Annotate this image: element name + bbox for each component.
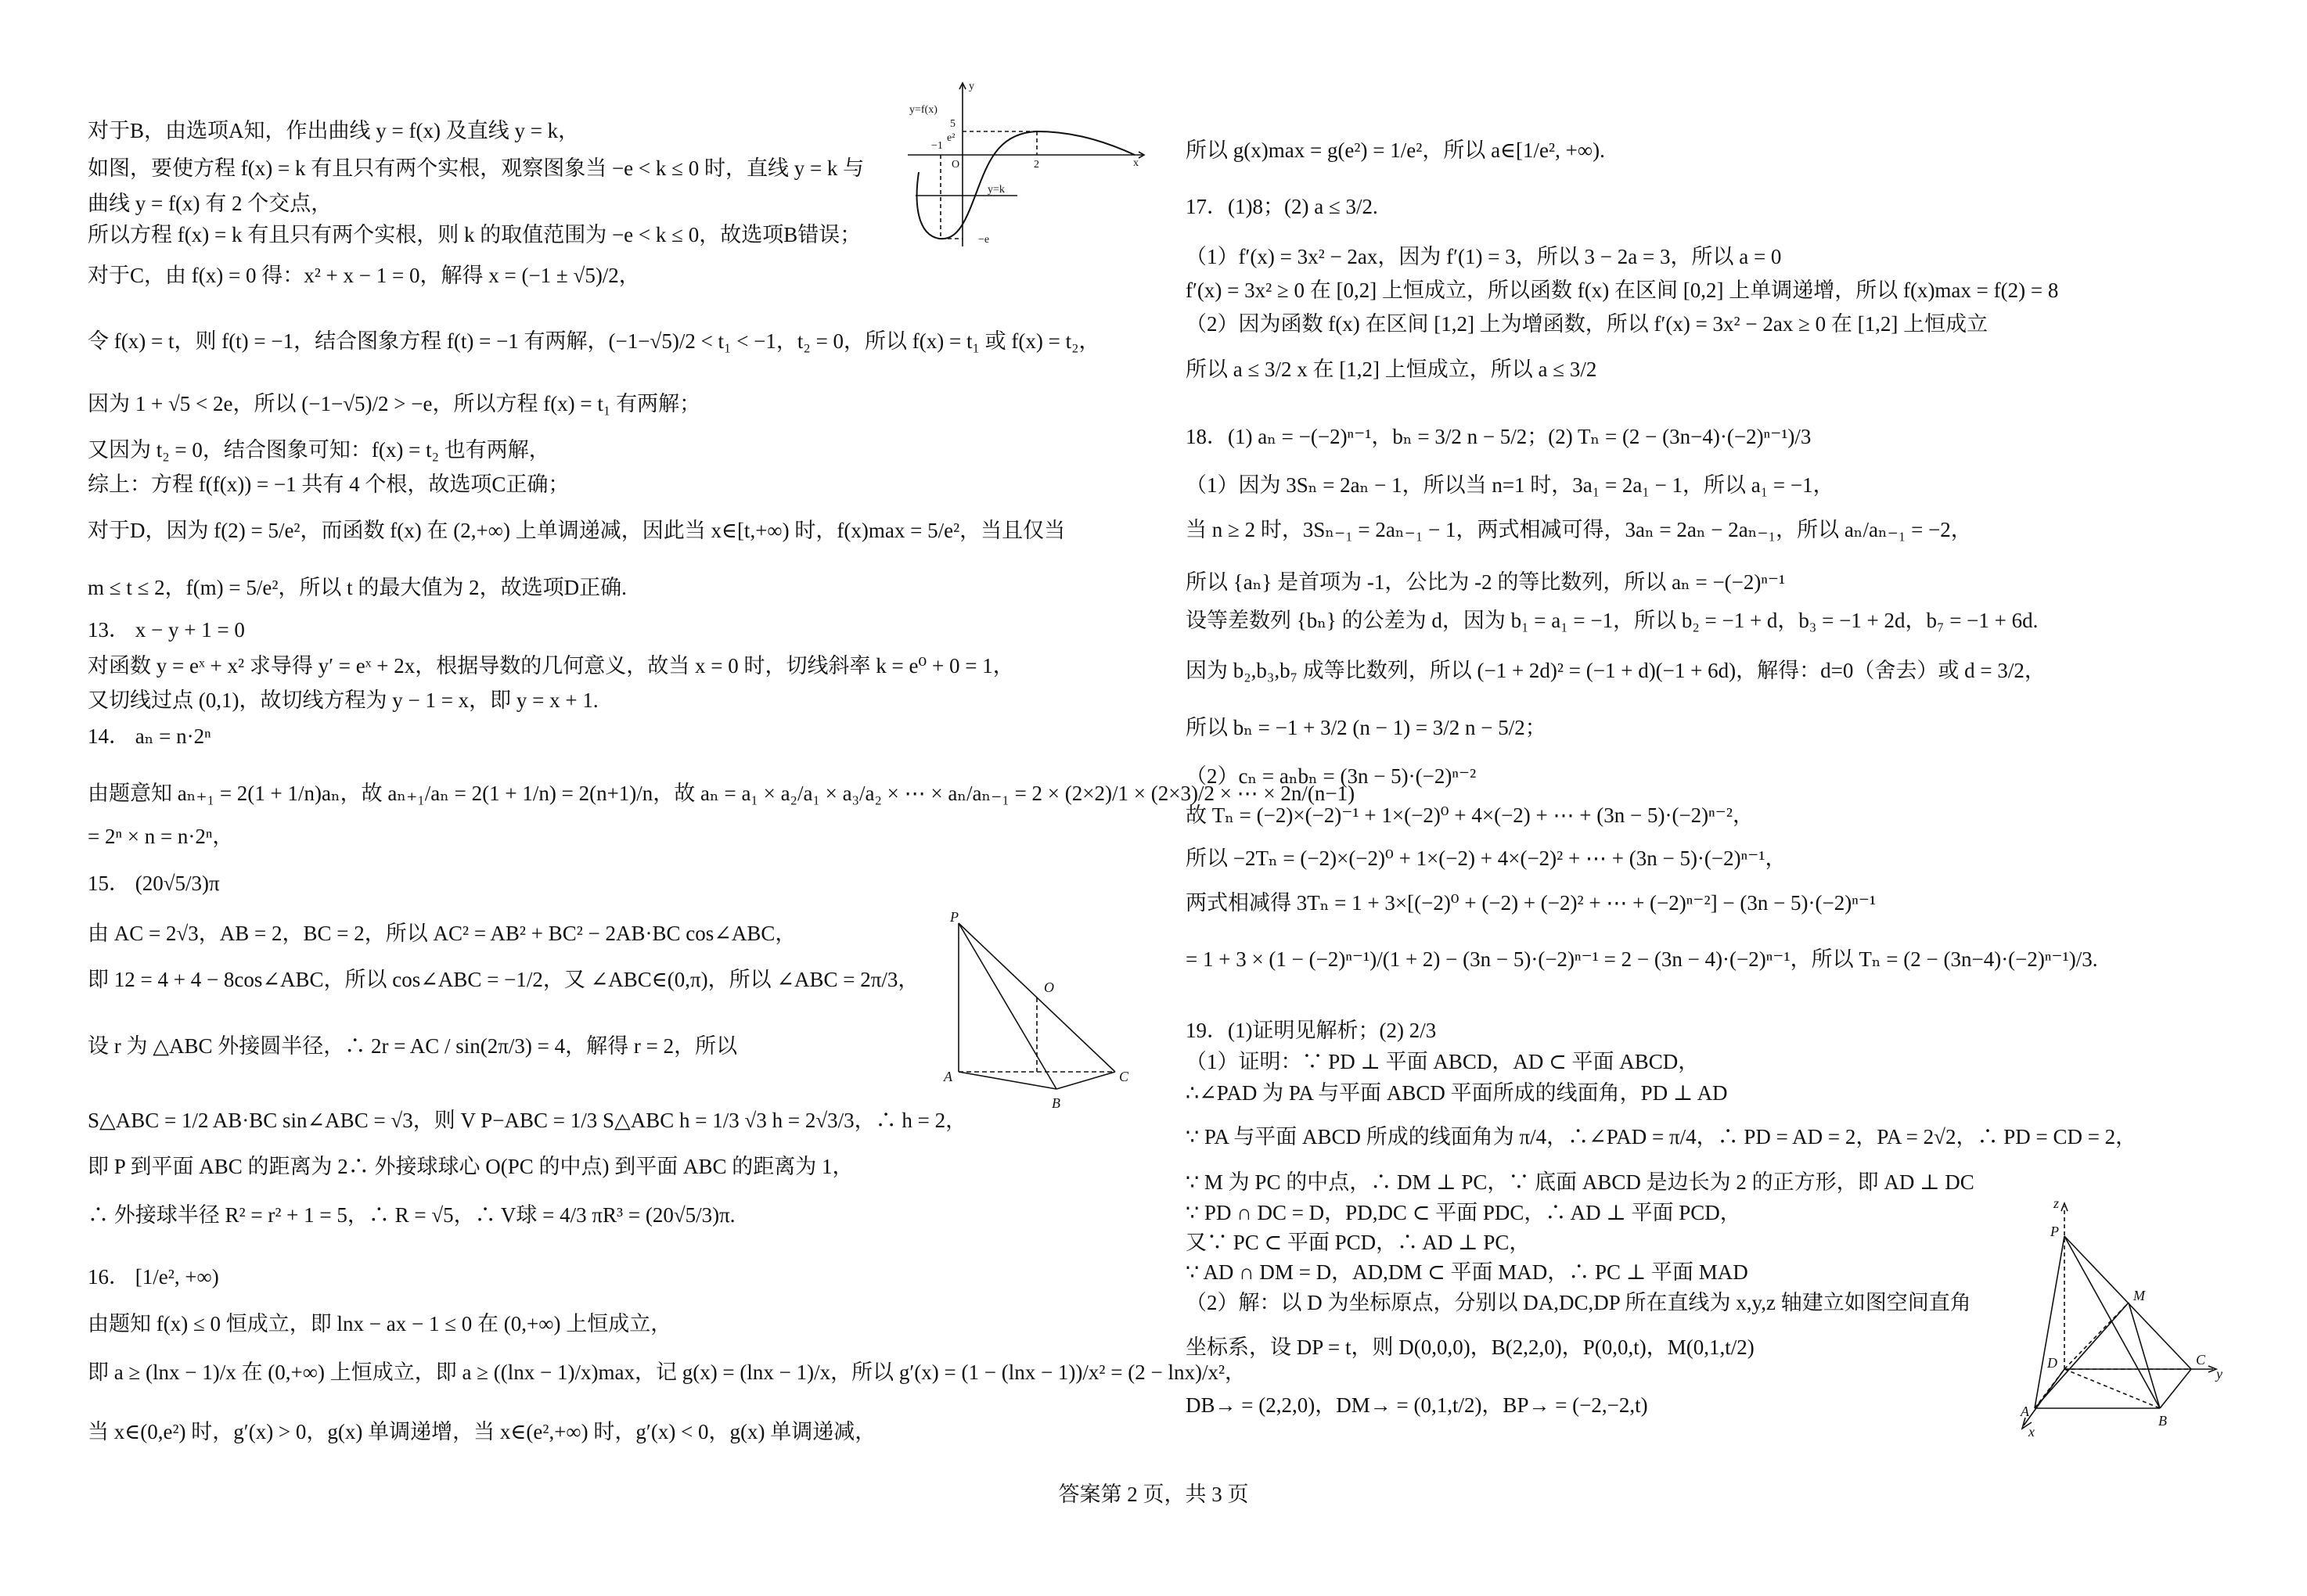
text-line: ∵ PD ∩ DC = D，PD,DC ⊂ 平面 PDC，∴ AD ⊥ 平面 PCD， — [1186, 1201, 1741, 1224]
pyramid-label: O — [1044, 980, 1054, 995]
solid-label: M — [2133, 1288, 2145, 1303]
text-line: 由题意知 aₙ₊₁ = 2(1 + 1/n)aₙ，故 aₙ₊₁/aₙ = 2(1 + 1/n) = 2(n+1)/n，故 aₙ = a₁ × a₂/a₁ × a₃/a₂ × ⋯ × aₙ/aₙ₋₁ = 2 × (2×2)/1 × (2×3)/2 × ⋯ × 2n/(n−1) — [88, 782, 1355, 805]
text-line: （1）因为 3Sₙ = 2aₙ − 1，所以当 n=1 时，3a₁ = 2a₁ − 1，所以 a₁ = −1， — [1186, 473, 1834, 497]
text-line: 所以方程 f(x) = k 有且只有两个实根，则 k 的取值范围为 −e < k ≤ 0，故选项B错误； — [88, 223, 862, 246]
text-line: 又切线过点 (0,1)，故切线方程为 y − 1 = x，即 y = x + 1. — [88, 688, 599, 712]
text-line: 13． x − y + 1 = 0 — [88, 618, 245, 642]
text-line: 17．(1)8；(2) a ≤ 3/2. — [1186, 195, 1378, 218]
graph-label: 2 — [1034, 159, 1039, 171]
text-line: 当 n ≥ 2 时，3Sₙ₋₁ = 2aₙ₋₁ − 1，两式相减可得，3aₙ = 2aₙ − 2aₙ₋₁，所以 aₙ/aₙ₋₁ = −2， — [1186, 518, 1972, 541]
text-line: 所以 a ≤ 3/2 x 在 [1,2] 上恒成立，所以 a ≤ 3/2 — [1186, 358, 1597, 381]
solid-label: z — [2053, 1197, 2060, 1211]
solid-label: A — [2021, 1404, 2029, 1419]
pyramid-label: B — [1052, 1095, 1060, 1111]
text-line: 曲线 y = f(x) 有 2 个交点， — [88, 192, 333, 215]
text-line: 设 r 为 △ABC 外接圆半径，∴ 2r = AC / sin(2π/3) = 4，解得 r = 2，所以 — [88, 1034, 738, 1058]
text-line: ∵ PA 与平面 ABCD 所成的线面角为 π/4，∴∠PAD = π/4，∴ PD = AD = 2，PA = 2√2，∴ PD = CD = 2， — [1186, 1125, 2137, 1148]
graph-label: O — [952, 159, 960, 171]
text-line: 又∵ PC ⊂ 平面 PCD，∴ AD ⊥ PC， — [1186, 1231, 1531, 1254]
text-line: （2）cₙ = aₙbₙ = (3n − 5)·(−2)ⁿ⁻² — [1186, 764, 1477, 788]
graph-label: −1 — [931, 140, 943, 152]
text-line: ∴ 外接球半径 R² = r² + 1 = 5，∴ R = √5，∴ V球 = 4/3 πR³ = (20√5/3)π. — [88, 1203, 736, 1227]
solid-label: P — [2050, 1224, 2059, 1239]
page-footer: 答案第 2 页，共 3 页 — [1058, 1483, 1249, 1506]
text-line: 即 P 到平面 ABC 的距离为 2∴ 外接球球心 O(PC 的中点) 到平面 ABC 的距离为 1， — [88, 1155, 854, 1178]
graph-label: y=k — [988, 184, 1005, 196]
text-line: 因为 1 + √5 < 2e，所以 (−1−√5)/2 > −e，所以方程 f(x) = t₁ 有两解； — [88, 392, 701, 415]
solid-label: D — [2047, 1355, 2057, 1371]
text-line: 两式相减得 3Tₙ = 1 + 3×[(−2)⁰ + (−2) + (−2)² + ⋯ + (−2)ⁿ⁻²] − (3n − 5)·(−2)ⁿ⁻¹ — [1186, 891, 1877, 915]
solid-label: x — [2028, 1424, 2035, 1440]
pyramid-label: C — [1119, 1069, 1129, 1084]
solid-label: B — [2158, 1413, 2167, 1429]
text-line: S△ABC = 1/2 AB·BC sin∠ABC = √3，则 V P−ABC = 1/3 S△ABC h = 1/3 √3 h = 2√3/3，∴ h = 2， — [88, 1109, 967, 1132]
text-line: 对于D，因为 f(2) = 5/e²，而函数 f(x) 在 (2,+∞) 上单调递减，因此当 x∈[t,+∞) 时，f(x)max = 5/e²，当且仅当 — [88, 519, 1066, 542]
text-line: ∵ M 为 PC 的中点，∴ DM ⊥ PC，∵ 底面 ABCD 是边长为 2 的正方形，即 AD ⊥ DC — [1186, 1170, 1974, 1194]
solid-figure — [2011, 1197, 2230, 1440]
text-line: 18．(1) aₙ = −(−2)ⁿ⁻¹，bₙ = 3/2 n − 5/2；(2) Tₙ = (2 − (3n−4)·(−2)ⁿ⁻¹)/3 — [1186, 425, 1812, 448]
graph-label: e² — [947, 132, 956, 144]
text-line: （2）解：以 D 为坐标原点，分别以 DA,DC,DP 所在直线为 x,y,z 轴建立如图空间直角 — [1186, 1291, 1971, 1314]
graph-label: y — [969, 81, 974, 92]
text-line: 因为 b₂,b₃,b₇ 成等比数列，所以 (−1 + 2d)² = (−1 + d)(−1 + 6d)，解得：d=0（舍去）或 d = 3/2， — [1186, 659, 2046, 682]
pyramid-figure — [939, 908, 1135, 1119]
text-line: 又因为 t₂ = 0，结合图象可知：f(x) = t₂ 也有两解， — [88, 438, 550, 462]
graph-label: −e — [978, 234, 990, 246]
solid-label: y — [2216, 1366, 2222, 1382]
text-line: 所以 {aₙ} 是首项为 -1，公比为 -2 的等比数列，所以 aₙ = −(−2)ⁿ⁻¹ — [1186, 570, 1786, 594]
graph-label: y=f(x) — [909, 104, 938, 116]
text-line: 对于C，由 f(x) = 0 得：x² + x − 1 = 0，解得 x = (−1 ± √5)/2， — [88, 264, 640, 287]
text-line: DB→ = (2,2,0)，DM→ = (0,1,t/2)，BP→ = (−2,−2,t) — [1186, 1393, 1648, 1417]
text-line: 16． [1/e², +∞) — [88, 1265, 219, 1289]
text-line: f′(x) = 3x² ≥ 0 在 [0,2] 上恒成立，所以函数 f(x) 在区间 [0,2] 上单调递增，所以 f(x)max = f(2) = 8 — [1186, 279, 2059, 302]
text-line: （1）证明：∵ PD ⊥ 平面 ABCD，AD ⊂ 平面 ABCD， — [1186, 1050, 1700, 1073]
text-line: 对于B，由选项A知，作出曲线 y = f(x) 及直线 y = k， — [88, 119, 580, 142]
graph-label: 5 — [950, 118, 956, 130]
text-line: 即 a ≥ (lnx − 1)/x 在 (0,+∞) 上恒成立，即 a ≥ ((lnx − 1)/x)max，记 g(x) = (lnx − 1)/x，所以 g′(x) = (1 − (lnx − 1))/x² = (2 − lnx)/x²， — [88, 1361, 1247, 1384]
text-line: 令 f(x) = t，则 f(t) = −1，结合图象方程 f(t) = −1 有两解，(−1−√5)/2 < t₁ < −1，t₂ = 0，所以 f(x) = t₁ 或 f(x) = t₂， — [88, 329, 1100, 353]
text-line: 15． (20√5/3)π — [88, 872, 220, 895]
text-line: 综上：方程 f(f(x)) = −1 共有 4 个根，故选项C正确； — [88, 473, 570, 496]
text-line: 由题知 f(x) ≤ 0 恒成立，即 lnx − ax − 1 ≤ 0 在 (0,+∞) 上恒成立， — [88, 1312, 672, 1335]
text-line: m ≤ t ≤ 2，f(m) = 5/e²，所以 t 的最大值为 2，故选项D正确. — [88, 576, 627, 599]
text-line: 由 AC = 2√3，AB = 2，BC = 2，所以 AC² = AB² + BC² − 2AB·BC cos∠ABC， — [88, 922, 797, 945]
pyramid-label: A — [944, 1069, 952, 1084]
text-line: 即 12 = 4 + 4 − 8cos∠ABC，所以 cos∠ABC = −1/2，又 ∠ABC∈(0,π)，所以 ∠ABC = 2π/3， — [88, 968, 920, 991]
text-line: （2）因为函数 f(x) 在区间 [1,2] 上为增函数，所以 f′(x) = 3x² − 2ax ≥ 0 在 [1,2] 上恒成立 — [1186, 312, 1988, 336]
text-line: 对函数 y = eˣ + x² 求导得 y′ = eˣ + 2x，根据导数的几何意义，故当 x = 0 时，切线斜率 k = e⁰ + 0 = 1， — [88, 654, 1014, 678]
text-line: （1）f′(x) = 3x² − 2ax，因为 f′(1) = 3，所以 3 − 2a = 3，所以 a = 0 — [1186, 245, 1782, 268]
text-line: 如图，要使方程 f(x) = k 有且只有两个实根，观察图象当 −e < k ≤ 0 时，直线 y = k 与 — [88, 156, 865, 180]
text-line: ∵ AD ∩ DM = D，AD,DM ⊂ 平面 MAD，∴ PC ⊥ 平面 MAD — [1186, 1260, 1748, 1284]
text-line: = 1 + 3 × (1 − (−2)ⁿ⁻¹)/(1 + 2) − (3n − 5)·(−2)ⁿ⁻¹ = 2 − (3n − 4)·(−2)ⁿ⁻¹，所以 Tₙ = (2 − (3n−4)·(−2)ⁿ⁻¹)/3. — [1186, 947, 2098, 971]
text-line: 坐标系，设 DP = t，则 D(0,0,0)，B(2,2,0)，P(0,0,t)，M(0,1,t/2) — [1186, 1335, 1755, 1359]
text-line: 设等差数列 {bₙ} 的公差为 d，因为 b₁ = a₁ = −1，所以 b₂ = −1 + d，b₃ = −1 + 2d，b₇ = −1 + 6d. — [1186, 609, 2039, 632]
text-line: 故 Tₙ = (−2)×(−2)⁻¹ + 1×(−2)⁰ + 4×(−2) + ⋯ + (3n − 5)·(−2)ⁿ⁻²， — [1186, 803, 1755, 827]
text-line: 所以 −2Tₙ = (−2)×(−2)⁰ + 1×(−2) + 4×(−2)² + ⋯ + (3n − 5)·(−2)ⁿ⁻¹， — [1186, 847, 1787, 870]
text-line: 所以 g(x)max = g(e²) = 1/e²，所以 a∈[1/e², +∞). — [1186, 138, 1605, 162]
function-graph-figure — [900, 78, 1150, 250]
text-line: 所以 bₙ = −1 + 3/2 (n − 1) = 3/2 n − 5/2； — [1186, 716, 1546, 739]
text-line: = 2ⁿ × n = n·2ⁿ， — [88, 825, 234, 848]
text-line: 19．(1)证明见解析；(2) 2/3 — [1186, 1019, 1437, 1042]
solid-label: C — [2196, 1352, 2206, 1368]
text-line: 14． aₙ = n·2ⁿ — [88, 724, 211, 748]
pyramid-label: P — [950, 909, 959, 925]
text-line: ∴∠PAD 为 PA 与平面 ABCD 平面所成的线面角，PD ⊥ AD — [1186, 1081, 1728, 1105]
graph-label: x — [1133, 157, 1139, 169]
text-line: 当 x∈(0,e²) 时，g′(x) > 0，g(x) 单调递增，当 x∈(e²,+∞) 时，g′(x) < 0，g(x) 单调递减， — [88, 1420, 876, 1443]
